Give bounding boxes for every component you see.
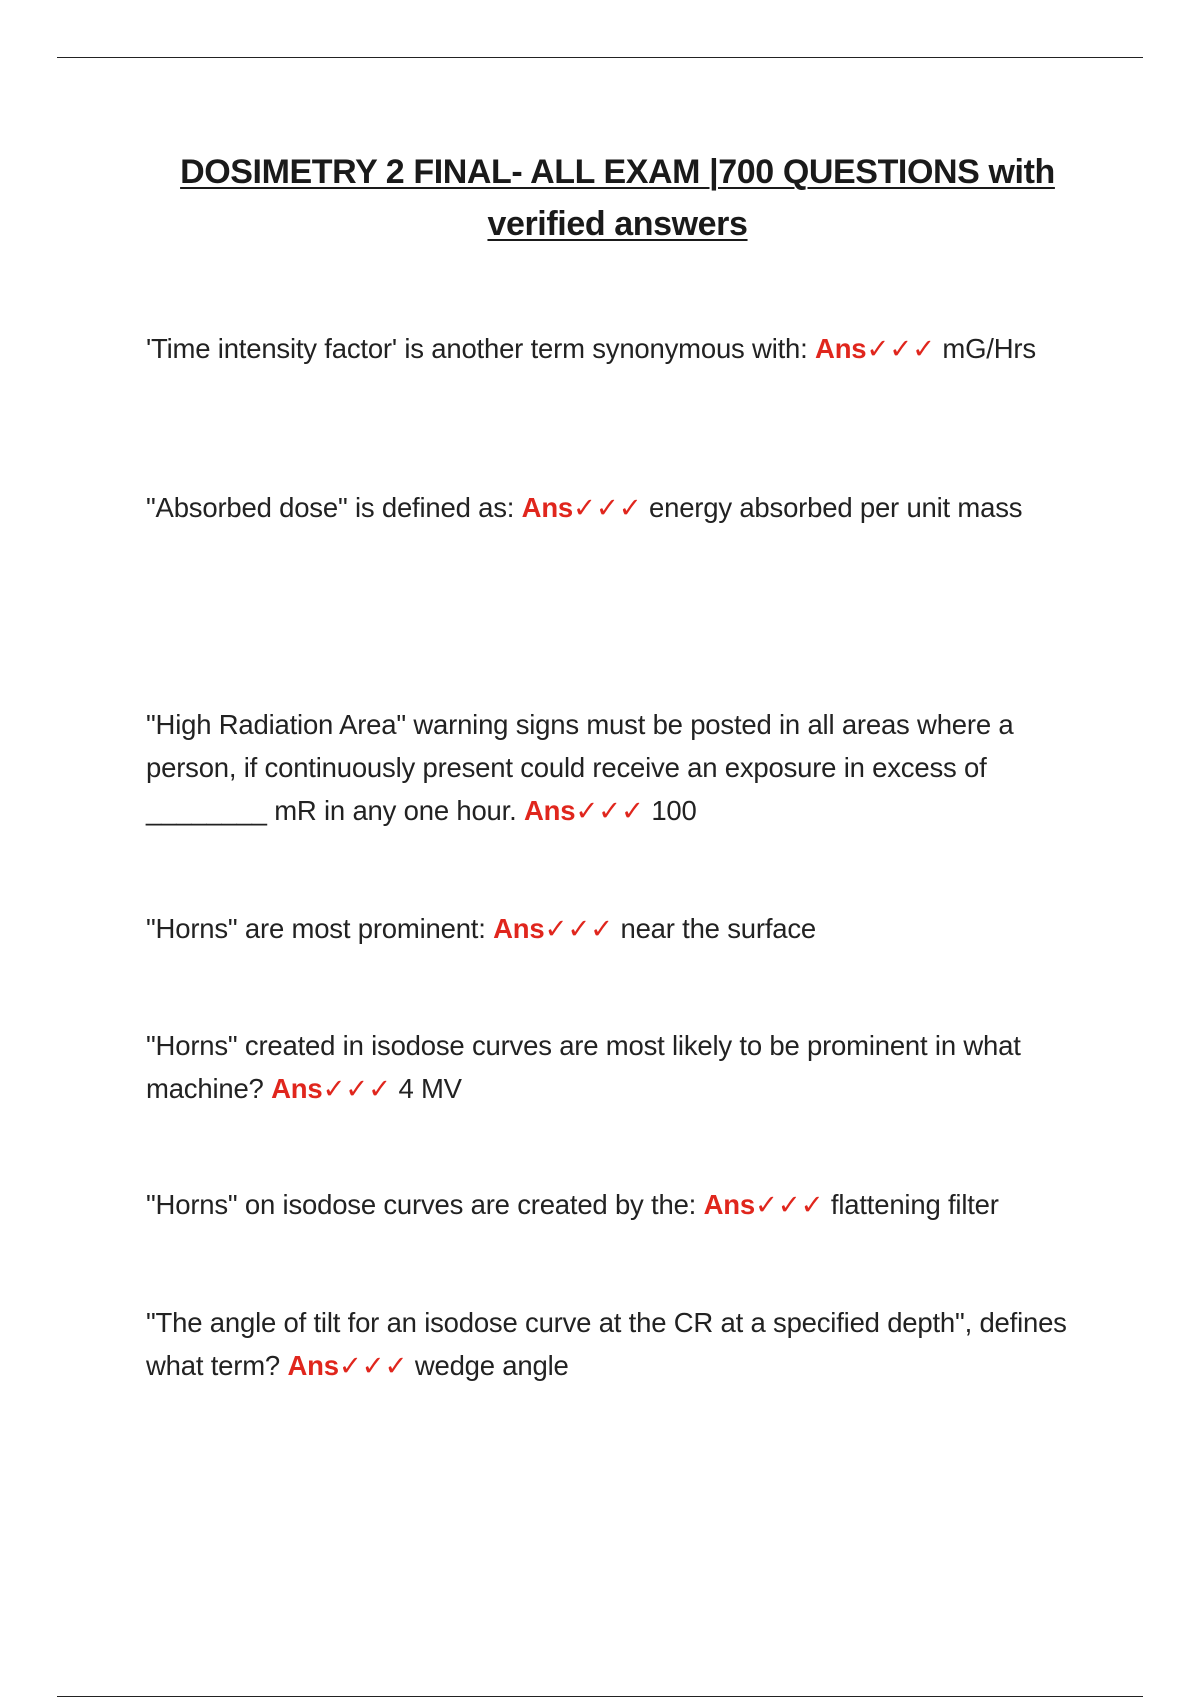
qa-item-4 [146, 907, 1096, 950]
question-text: "High Radiation Area" warning signs must be posted in all areas where a person, if continuously present could receive an exposure in excess of ________ mR in any one hour. [146, 709, 1014, 826]
ans-label: Ans [523, 795, 576, 826]
ans-label: Ans [521, 492, 574, 523]
ans-label: Ans [815, 333, 867, 364]
checkmark-icon: ✓✓✓ [338, 1350, 408, 1381]
ans-label: Ans [287, 1350, 339, 1381]
ans-label: Ans [271, 1073, 323, 1104]
qa-item-3 [146, 703, 1096, 832]
answer-text: wedge angle [414, 1350, 569, 1381]
ans-label: Ans [703, 1189, 755, 1220]
question-text: "Horns" are most prominent: [146, 913, 486, 944]
answer-text: near the surface [620, 913, 816, 944]
checkmark-icon: ✓✓✓ [573, 492, 642, 523]
checkmark-icon: ✓✓✓ [575, 795, 644, 826]
qa-item-2 [146, 486, 1096, 529]
header-rule [57, 57, 1143, 58]
qa-item-5 [146, 1024, 1096, 1110]
document-title: DOSIMETRY 2 FINAL- ALL EXAM |700 QUESTIONS with verified answers [180, 153, 1055, 243]
qa-item-6 [146, 1183, 1096, 1226]
question-text: "Absorbed dose" is defined as: [146, 492, 515, 523]
answer-text: 4 MV [398, 1073, 462, 1104]
answer-text: mG/Hrs [942, 333, 1036, 364]
answer-text: energy absorbed per unit mass [649, 492, 1023, 523]
footer-rule [57, 1696, 1143, 1697]
answer-text: flattening filter [830, 1189, 999, 1220]
checkmark-icon: ✓✓✓ [866, 333, 935, 364]
qa-item-1 [146, 327, 1096, 370]
question-text: 'Time intensity factor' is another term synonymous with: [146, 333, 808, 364]
question-text: "Horns" on isodose curves are created by the: [146, 1189, 697, 1220]
checkmark-icon: ✓✓✓ [544, 913, 614, 944]
question-text: "The angle of tilt for an isodose curve at the CR at a specified depth", defines what term? [146, 1307, 1067, 1381]
checkmark-icon: ✓✓✓ [754, 1189, 824, 1220]
answer-text: 100 [651, 795, 697, 826]
question-text: "Horns" created in isodose curves are most likely to be prominent in what machine? [146, 1030, 1021, 1104]
qa-item-7 [146, 1301, 1096, 1387]
checkmark-icon: ✓✓✓ [322, 1073, 391, 1104]
ans-label: Ans [493, 913, 545, 944]
